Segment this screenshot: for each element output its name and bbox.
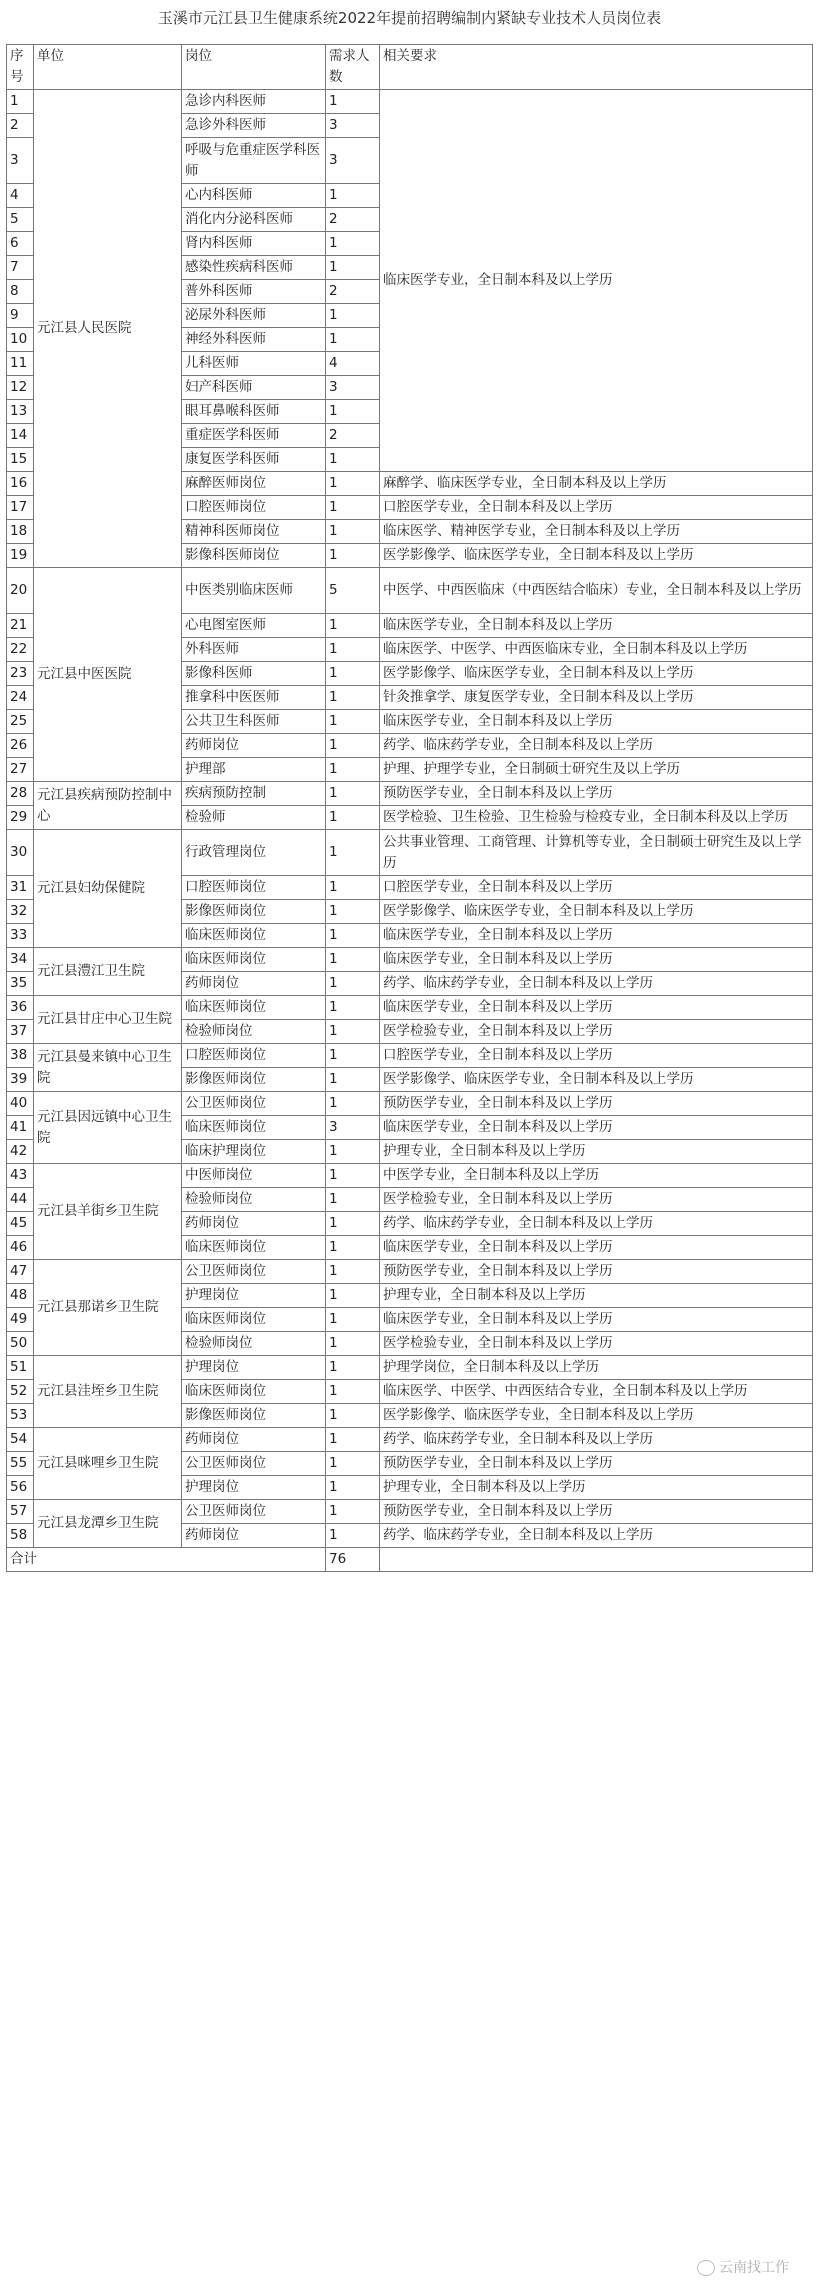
row-post: 药师岗位 [182,1428,326,1452]
row-count: 1 [326,544,380,568]
row-count: 1 [326,496,380,520]
row-requirements: 临床医学专业，全日制本科及以上学历 [380,1116,813,1140]
total-empty [380,1548,813,1572]
row-post: 公卫医师岗位 [182,1092,326,1116]
row-requirements: 临床医学专业，全日制本科及以上学历 [380,924,813,948]
row-post: 麻醉医师岗位 [182,472,326,496]
row-no: 56 [7,1476,34,1500]
row-count: 1 [326,1140,380,1164]
table-body [7,90,813,1548]
row-post: 检验师岗位 [182,1188,326,1212]
row-post: 影像医师岗位 [182,1404,326,1428]
row-count: 1 [326,924,380,948]
row-count: 1 [326,1476,380,1500]
row-no: 55 [7,1452,34,1476]
row-requirements: 医学影像学、临床医学专业，全日制本科及以上学历 [380,900,813,924]
row-no: 54 [7,1428,34,1452]
row-no: 15 [7,448,34,472]
row-post: 公卫医师岗位 [182,1452,326,1476]
row-no: 51 [7,1356,34,1380]
row-count: 1 [326,614,380,638]
row-post: 公卫医师岗位 [182,1500,326,1524]
row-count: 1 [326,1500,380,1524]
header-count: 需求人数 [326,45,380,90]
row-no: 46 [7,1236,34,1260]
row-count: 3 [326,376,380,400]
row-count: 5 [326,568,380,614]
row-post: 护理岗位 [182,1356,326,1380]
row-requirements: 药学、临床药学专业，全日制本科及以上学历 [380,1524,813,1548]
row-post: 药师岗位 [182,1212,326,1236]
page-title: 玉溪市元江县卫生健康系统2022年提前招聘编制内紧缺专业技术人员岗位表 [157,9,662,27]
total-row [7,1548,813,1572]
row-requirements: 护理、护理学专业，全日制硕士研究生及以上学历 [380,758,813,782]
table-row [7,1356,813,1380]
row-no: 52 [7,1380,34,1404]
row-count: 1 [326,232,380,256]
row-post: 呼吸与危重症医学科医师 [182,138,326,184]
row-post: 精神科医师岗位 [182,520,326,544]
row-requirements: 临床医学专业，全日制本科及以上学历 [380,996,813,1020]
row-no: 33 [7,924,34,948]
row-post: 中医师岗位 [182,1164,326,1188]
row-requirements: 医学影像学、临床医学专业，全日制本科及以上学历 [380,544,813,568]
row-post: 药师岗位 [182,972,326,996]
row-count: 1 [326,472,380,496]
row-count: 1 [326,734,380,758]
row-count: 1 [326,1068,380,1092]
row-count: 1 [326,758,380,782]
row-post: 急诊外科医师 [182,114,326,138]
row-no: 39 [7,1068,34,1092]
row-post: 护理岗位 [182,1284,326,1308]
row-requirements: 针灸推拿学、康复医学专业，全日制本科及以上学历 [380,686,813,710]
row-count: 1 [326,1044,380,1068]
row-no: 10 [7,328,34,352]
row-count: 1 [326,662,380,686]
row-requirements: 医学检验、卫生检验、卫生检验与检疫专业，全日制本科及以上学历 [380,806,813,830]
row-requirements: 药学、临床药学专业，全日制本科及以上学历 [380,1212,813,1236]
row-no: 38 [7,1044,34,1068]
row-no: 43 [7,1164,34,1188]
row-unit: 元江县龙潭乡卫生院 [34,1500,182,1548]
row-no: 35 [7,972,34,996]
row-post: 急诊内科医师 [182,90,326,114]
row-post: 妇产科医师 [182,376,326,400]
row-count: 1 [326,686,380,710]
row-no: 1 [7,90,34,114]
row-post: 重症医学科医师 [182,424,326,448]
row-requirements: 护理学岗位，全日制本科及以上学历 [380,1356,813,1380]
table-row [7,1092,813,1116]
table-row [7,1260,813,1284]
row-no: 53 [7,1404,34,1428]
row-count: 1 [326,256,380,280]
row-requirements: 临床医学、精神医学专业，全日制本科及以上学历 [380,520,813,544]
row-post: 公卫医师岗位 [182,1260,326,1284]
row-count: 1 [326,1212,380,1236]
header-post: 岗位 [182,45,326,90]
row-count: 3 [326,1116,380,1140]
row-post: 护理部 [182,758,326,782]
row-count: 1 [326,1260,380,1284]
row-no: 17 [7,496,34,520]
row-count: 3 [326,114,380,138]
row-post: 影像医师岗位 [182,1068,326,1092]
row-post: 口腔医师岗位 [182,496,326,520]
row-no: 11 [7,352,34,376]
row-post: 临床医师岗位 [182,1116,326,1140]
row-unit: 元江县曼来镇中心卫生院 [34,1044,182,1092]
row-unit: 元江县人民医院 [34,90,182,568]
row-no: 9 [7,304,34,328]
row-post: 影像科医师岗位 [182,544,326,568]
header-requirements: 相关要求 [380,45,813,90]
row-no: 36 [7,996,34,1020]
row-count: 1 [326,1452,380,1476]
row-requirements: 医学检验专业，全日制本科及以上学历 [380,1188,813,1212]
row-no: 21 [7,614,34,638]
row-no: 19 [7,544,34,568]
row-requirements: 临床医学、中医学、中西医临床专业，全日制本科及以上学历 [380,638,813,662]
row-requirements: 医学检验专业，全日制本科及以上学历 [380,1020,813,1044]
table-row [7,1500,813,1524]
row-post: 推拿科中医医师 [182,686,326,710]
row-no: 8 [7,280,34,304]
row-requirements: 预防医学专业，全日制本科及以上学历 [380,782,813,806]
row-count: 1 [326,448,380,472]
row-no: 4 [7,184,34,208]
row-count: 2 [326,280,380,304]
row-no: 16 [7,472,34,496]
row-post: 疾病预防控制 [182,782,326,806]
row-count: 1 [326,1284,380,1308]
row-post: 临床医师岗位 [182,1236,326,1260]
row-unit: 元江县澧江卫生院 [34,948,182,996]
row-requirements: 药学、临床药学专业，全日制本科及以上学历 [380,972,813,996]
row-post: 护理岗位 [182,1476,326,1500]
row-no: 5 [7,208,34,232]
row-count: 1 [326,1236,380,1260]
row-no: 32 [7,900,34,924]
watermark [697,2257,789,2277]
positions-table [6,44,813,1572]
row-post: 影像医师岗位 [182,900,326,924]
row-post: 临床医师岗位 [182,948,326,972]
row-unit: 元江县那诺乡卫生院 [34,1260,182,1356]
row-no: 18 [7,520,34,544]
row-no: 31 [7,876,34,900]
row-requirements: 临床医学专业，全日制本科及以上学历 [380,614,813,638]
row-requirements: 护理专业，全日制本科及以上学历 [380,1476,813,1500]
row-post: 临床医师岗位 [182,1308,326,1332]
row-no: 23 [7,662,34,686]
row-no: 44 [7,1188,34,1212]
row-post: 临床医师岗位 [182,1380,326,1404]
row-unit: 元江县因远镇中心卫生院 [34,1092,182,1164]
row-requirements: 医学影像学、临床医学专业，全日制本科及以上学历 [380,1068,813,1092]
row-post: 检验师岗位 [182,1332,326,1356]
row-count: 1 [326,1020,380,1044]
row-post: 公共卫生科医师 [182,710,326,734]
row-requirements: 中医学、中西医临床（中西医结合临床）专业，全日制本科及以上学历 [380,568,813,614]
row-count: 1 [326,1332,380,1356]
row-unit: 元江县洼垤乡卫生院 [34,1356,182,1428]
row-no: 6 [7,232,34,256]
row-count: 1 [326,1164,380,1188]
row-post: 检验师岗位 [182,1020,326,1044]
row-requirements: 护理专业，全日制本科及以上学历 [380,1284,813,1308]
row-count: 1 [326,1308,380,1332]
row-unit: 元江县妇幼保健院 [34,830,182,948]
row-no: 12 [7,376,34,400]
row-count: 1 [326,638,380,662]
row-requirements: 预防医学专业，全日制本科及以上学历 [380,1260,813,1284]
row-requirements: 口腔医学专业，全日制本科及以上学历 [380,1044,813,1068]
row-no: 22 [7,638,34,662]
row-count: 1 [326,876,380,900]
row-no: 42 [7,1140,34,1164]
table-row [7,1164,813,1188]
row-count: 1 [326,1428,380,1452]
row-unit: 元江县疾病预防控制中心 [34,782,182,830]
table-row [7,782,813,806]
row-count: 2 [326,424,380,448]
row-post: 检验师 [182,806,326,830]
row-post: 泌尿外科医师 [182,304,326,328]
row-count: 1 [326,1404,380,1428]
row-count: 1 [326,1092,380,1116]
row-requirements: 临床医学、中医学、中西医结合专业，全日制本科及以上学历 [380,1380,813,1404]
row-no: 37 [7,1020,34,1044]
row-unit: 元江县甘庄中心卫生院 [34,996,182,1044]
row-count: 1 [326,996,380,1020]
row-requirements: 药学、临床药学专业，全日制本科及以上学历 [380,1428,813,1452]
row-count: 1 [326,710,380,734]
row-no: 14 [7,424,34,448]
row-requirements: 护理专业，全日制本科及以上学历 [380,1140,813,1164]
row-requirements: 医学影像学、临床医学专业，全日制本科及以上学历 [380,1404,813,1428]
table-row [7,948,813,972]
row-no: 40 [7,1092,34,1116]
row-no: 20 [7,568,34,614]
row-post: 临床医师岗位 [182,924,326,948]
row-count: 1 [326,1380,380,1404]
row-requirements: 口腔医学专业，全日制本科及以上学历 [380,876,813,900]
row-requirements: 临床医学专业，全日制本科及以上学历 [380,1308,813,1332]
row-count: 2 [326,208,380,232]
watermark-text: 云南找工作 [719,2260,789,2276]
row-count: 4 [326,352,380,376]
row-post: 口腔医师岗位 [182,1044,326,1068]
row-no: 27 [7,758,34,782]
row-count: 1 [326,948,380,972]
table-row [7,1428,813,1452]
wechat-icon [697,2260,715,2276]
row-count: 1 [326,304,380,328]
row-count: 1 [326,1356,380,1380]
row-post: 神经外科医师 [182,328,326,352]
row-requirements: 药学、临床药学专业，全日制本科及以上学历 [380,734,813,758]
row-post: 肾内科医师 [182,232,326,256]
table-row [7,568,813,614]
header-unit: 单位 [34,45,182,90]
row-no: 7 [7,256,34,280]
row-count: 1 [326,900,380,924]
total-label: 合计 [7,1548,326,1572]
row-no: 58 [7,1524,34,1548]
row-no: 48 [7,1284,34,1308]
row-unit: 元江县中医医院 [34,568,182,782]
row-requirements: 口腔医学专业，全日制本科及以上学历 [380,496,813,520]
row-post: 行政管理岗位 [182,830,326,876]
row-no: 45 [7,1212,34,1236]
row-post: 儿科医师 [182,352,326,376]
row-post: 临床护理岗位 [182,1140,326,1164]
row-requirements: 临床医学专业，全日制本科及以上学历 [380,1236,813,1260]
row-post: 心内科医师 [182,184,326,208]
table-row [7,90,813,114]
row-post: 外科医师 [182,638,326,662]
table-row [7,830,813,876]
row-no: 28 [7,782,34,806]
row-unit: 元江县咪哩乡卫生院 [34,1428,182,1500]
row-count: 1 [326,520,380,544]
row-requirements: 预防医学专业，全日制本科及以上学历 [380,1500,813,1524]
row-requirements: 中医学专业，全日制本科及以上学历 [380,1164,813,1188]
row-no: 3 [7,138,34,184]
row-post: 消化内分泌科医师 [182,208,326,232]
row-count: 1 [326,782,380,806]
row-no: 26 [7,734,34,758]
row-requirements: 医学检验专业，全日制本科及以上学历 [380,1332,813,1356]
row-count: 1 [326,1524,380,1548]
row-requirements: 临床医学专业，全日制本科及以上学历 [380,90,813,472]
row-requirements: 麻醉学、临床医学专业，全日制本科及以上学历 [380,472,813,496]
row-post: 普外科医师 [182,280,326,304]
row-post: 康复医学科医师 [182,448,326,472]
row-no: 24 [7,686,34,710]
table-row [7,996,813,1020]
row-no: 2 [7,114,34,138]
row-count: 1 [326,328,380,352]
row-count: 1 [326,184,380,208]
row-post: 口腔医师岗位 [182,876,326,900]
row-requirements: 预防医学专业，全日制本科及以上学历 [380,1092,813,1116]
row-count: 1 [326,1188,380,1212]
row-count: 1 [326,400,380,424]
row-post: 临床医师岗位 [182,996,326,1020]
row-post: 心电图室医师 [182,614,326,638]
row-requirements: 公共事业管理、工商管理、计算机等专业，全日制硕士研究生及以上学历 [380,830,813,876]
row-count: 1 [326,972,380,996]
row-no: 47 [7,1260,34,1284]
header-row [7,45,813,90]
row-no: 34 [7,948,34,972]
row-post: 药师岗位 [182,1524,326,1548]
row-post: 中医类别临床医师 [182,568,326,614]
row-post: 药师岗位 [182,734,326,758]
row-no: 49 [7,1308,34,1332]
row-no: 50 [7,1332,34,1356]
row-post: 感染性疾病科医师 [182,256,326,280]
table-row [7,1044,813,1068]
row-no: 13 [7,400,34,424]
row-count: 3 [326,138,380,184]
row-no: 30 [7,830,34,876]
total-count: 76 [326,1548,380,1572]
row-requirements: 临床医学专业，全日制本科及以上学历 [380,710,813,734]
row-post: 眼耳鼻喉科医师 [182,400,326,424]
row-no: 29 [7,806,34,830]
row-no: 57 [7,1500,34,1524]
row-unit: 元江县羊街乡卫生院 [34,1164,182,1260]
row-requirements: 医学影像学、临床医学专业，全日制本科及以上学历 [380,662,813,686]
row-count: 1 [326,830,380,876]
row-no: 25 [7,710,34,734]
row-count: 1 [326,806,380,830]
row-post: 影像科医师 [182,662,326,686]
row-requirements: 临床医学专业，全日制本科及以上学历 [380,948,813,972]
header-no: 序号 [7,45,34,90]
row-no: 41 [7,1116,34,1140]
row-count: 1 [326,90,380,114]
row-requirements: 预防医学专业，全日制本科及以上学历 [380,1452,813,1476]
